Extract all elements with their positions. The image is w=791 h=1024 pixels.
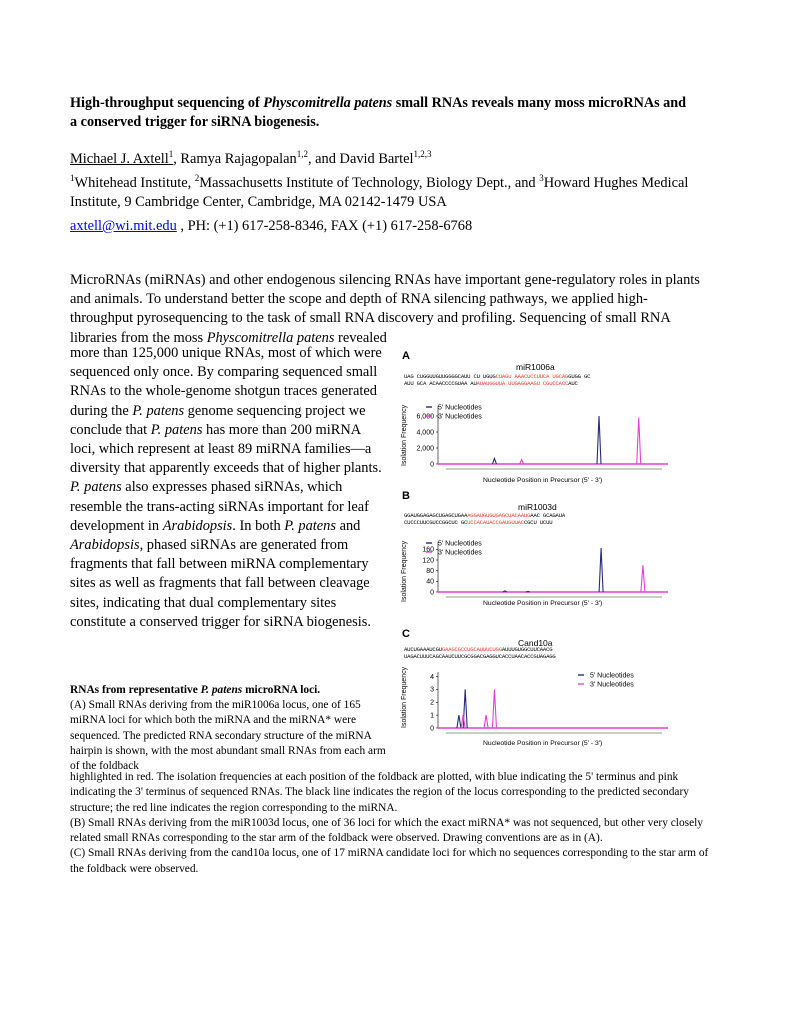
plot-c: [398, 666, 678, 738]
y-tick-label: 120: [422, 557, 434, 565]
xlabel-c: Nucleotide Position in Precursor (5' - 3'): [483, 740, 603, 747]
y-tick-label: 3: [430, 686, 434, 694]
data-spike: [457, 715, 461, 728]
legend: [578, 672, 634, 688]
plot-a: [398, 398, 678, 488]
data-spike: [641, 565, 645, 592]
hairpin-c: AUCUGAAAUCGUGAAGCGCCUGCAUUUCUGGAUUUGUGGCUUCAACG UAGACUUUCAGCAAUCUUCGCGGACGAGGUCACCUAACACCGUAGAGG: [404, 646, 556, 660]
legend: [426, 404, 482, 420]
y-tick-label: 40: [426, 578, 434, 586]
y-tick-label: 80: [426, 567, 434, 575]
y-tick-label: 1: [430, 712, 434, 720]
data-spike: [484, 715, 488, 728]
plot-b: [398, 536, 678, 606]
contact-line: [70, 218, 472, 235]
panel-title-c: Cand10a: [518, 638, 553, 648]
author-block: Michael J. Axtell$^1$, Ramya Rajagopalan$^{1,2}$, and David Bartel$^{1,2,3}$ $^1$Whitehead Institute, $^2$Massachusetts Institute of Technology, Biology Dept., and $^3$Howard Hughes Medical Institute, 9 Cambridge Center, Cambridge, MA 02142-1479 USA: [70, 149, 689, 210]
panel-letter-b: B: [402, 490, 410, 502]
legend-3prime-label: 3' Nucleotides: [438, 549, 482, 557]
data-spike: [492, 458, 496, 464]
ylabel-c: Isolation Frequency: [401, 666, 408, 728]
y-tick-label: 2: [430, 699, 434, 707]
y-tick-label: 2,000: [416, 445, 434, 453]
ylabel-a: Isolation Frequency: [401, 404, 408, 466]
legend: [426, 540, 482, 556]
figure: [398, 346, 678, 756]
figure-caption-rest: [70, 770, 710, 877]
affiliations: $^1$Whitehead Institute, $^2$Massachusetts Institute of Technology, Biology Dept., and $^3$Howard Hughes Medical Institute, 9 Cambridge Center, Cambridge, MA 02142-1479 USA: [70, 172, 689, 210]
xlabel-b: Nucleotide Position in Precursor (5' - 3'): [483, 600, 603, 607]
panel-letter-c: C: [402, 628, 410, 640]
y-tick-label: 6,000: [416, 413, 434, 421]
y-tick-label: 0: [430, 725, 434, 733]
paper-title: [70, 94, 690, 132]
y-tick-label: 0: [430, 589, 434, 597]
data-spike: [599, 548, 603, 592]
panel-title-b: miR1003d: [518, 502, 557, 512]
caption-c: (C) Small RNAs deriving from the cand10a locus, one of 17 miRNA candidate loci for which no sequences corresponding to the star arm of the foldback were observed.: [70, 847, 709, 875]
email-link[interactable]: axtell@wi.mit.edu: [70, 218, 177, 234]
y-tick-label: 4: [430, 673, 434, 681]
y-tick-label: 160: [422, 546, 434, 554]
title-text: High-throughput sequencing of: [70, 95, 264, 111]
legend-5prime-label: 5' Nucleotides: [438, 404, 482, 412]
y-tick-label: 0: [430, 461, 434, 469]
title-text-end: small RNAs reveals many moss microRNAs and a conserved trigger for siRNA biogenesis.: [70, 95, 687, 130]
legend-5prime-label: 5' Nucleotides: [438, 540, 482, 548]
y-tick-label: 4,000: [416, 429, 434, 437]
data-spike: [597, 416, 601, 464]
phone-fax: , PH: (+1) 617-258-8346, FAX (+1) 617-258-6768: [176, 218, 473, 234]
legend-3prime-label: 3' Nucleotides: [438, 413, 482, 421]
hairpin-a: UAG CUGGUUGUUGGGGCAUU CU UGUGCUAGU AAACUCCUUCA UGCAGGUGG GC AUU GCA ACAACCCCGUAA AUAUAUGGUUA UUGAGGAAGU CGUCCACCAUC: [404, 373, 591, 387]
legend-5prime-label: 5' Nucleotides: [590, 672, 634, 680]
hairpin-b: GGAUGGAGAGCUGAGCUGAAAGGAUGUGUGAGCUACAAUGAAC GCAGAUA CUCCCUUCGUCCGGCUC GCUCCACAUACCGAUGUUACCGCU UCUU: [404, 512, 566, 526]
panel-letter-a: A: [402, 350, 410, 362]
panel-title-a: miR1006a: [516, 362, 555, 372]
caption-b: (B) Small RNAs deriving from the miR1003d locus, one of 36 loci for which the exact miRNA* was not sequenced, but other very closely related small RNAs corresponding to the star arm of the foldback were observed. Drawing conventions are as in (A).: [70, 816, 704, 845]
figure-caption-heading: RNAs from representative P. patens microRNA loci.: [70, 684, 321, 696]
xlabel-a: Nucleotide Position in Precursor (5' - 3'): [483, 477, 603, 484]
data-spike: [637, 418, 641, 464]
caption-a-end: highlighted in red. The isolation frequencies at each position of the foldback are plotted, with blue indicating the 5' terminus and pink indicating the 3' terminus of sequenced RNAs. The black line indicates the region of the locus corresponding to the predicted secondary structure; the red line indicates the region corresponding to the miRNA.: [70, 771, 689, 814]
legend-3prime-label: 3' Nucleotides: [590, 681, 634, 689]
figure-caption-a-start: (A) Small RNAs deriving from the miR1006a locus, one of 165 miRNA loci for which both the miRNA and the miRNA* were sequenced. The predicted RNA secondary structure of the miRNA hairpin is shown, with the most abundant small RNAs from each arm of the foldback: [70, 699, 386, 773]
title-species: Physcomitrella patens: [263, 95, 393, 111]
ylabel-b: Isolation Frequency: [401, 540, 408, 602]
author-3: David Bartel: [339, 150, 414, 167]
author-1: Michael J. Axtell$^1$: [70, 149, 174, 167]
author-2: Ramya Rajagopalan: [180, 150, 297, 167]
data-spike: [526, 591, 530, 592]
abstract-paragraph-narrow: more than 125,000 unique RNAs, most of which were sequenced only once. By comparing sequenced small RNAs to the whole-genome shotgun traces generated during the P. patens genome sequencing project we conclude that P. patens has more than 200 miRNA loci, which represent at least 89 miRNA families—a diversity that apparently exceeds that of higher plants. P. patens also expresses phased siRNAs, which resemble the trans-acting siRNAs important for leaf development in Arabidopsis. In both P. patens and Arabidopsis, phased siRNAs are generated from fragments that fall between miRNA complementary sites as well as fragments that fall between cleavage sites, indicating that dual complementary sites constitute a conserved trigger for siRNA biogenesis.: [70, 345, 382, 630]
data-spike: [492, 689, 496, 728]
abstract-paragraph-full: MicroRNAs (miRNAs) and other endogenous silencing RNAs have important gene-regulatory roles in plants and animals. To understand better the scope and depth of RNA silencing pathways, we applied high-throughput pyrosequencing to the task of small RNA discovery and profiling. Sequencing of small RNA libraries from the moss Physcomitrella patens revealed: [70, 272, 700, 346]
